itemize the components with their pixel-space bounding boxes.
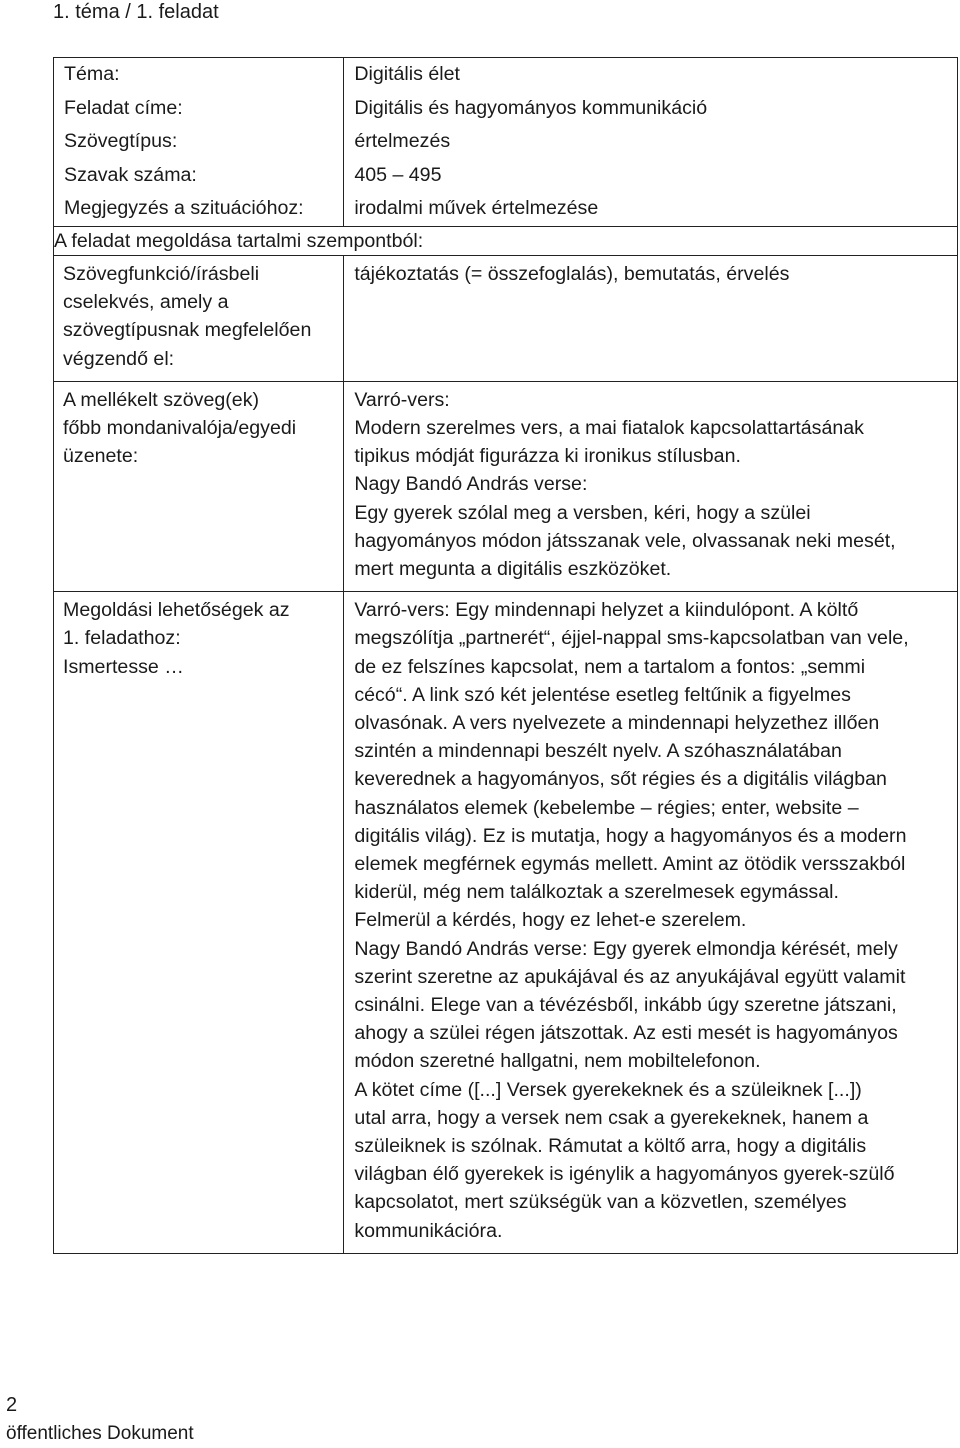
label-line: főbb mondanivalója/egyedi	[63, 416, 297, 439]
value-line: szüleiknek is szólnak. Rámutat a költő arra, hogy a digitális	[354, 1135, 867, 1158]
meta-value-topic: Digitális élet	[354, 63, 460, 85]
row-value-solutions	[344, 592, 958, 1254]
meta-label-note: Megjegyzés a szituációhoz:	[64, 197, 304, 220]
section-title: A feladat megoldása tartalmi szempontból:	[54, 226, 958, 255]
value-line: kiderül, még nem találkoztak a szerelmesek egymással.	[354, 881, 839, 904]
value-line: Egy gyerek szólal meg a versben, kéri, hogy a szülei	[354, 501, 811, 524]
document-classification: öffentliches Dokument	[6, 1423, 194, 1444]
breadcrumb: 1. téma / 1. feladat	[53, 1, 219, 23]
value-line: keverednek a hagyományos, sőt régies és a digitális világban	[354, 768, 887, 791]
meta-label-word-count: Szavak száma:	[64, 163, 197, 186]
meta-value-note: irodalmi művek értelmezése	[354, 197, 599, 220]
row-value-text-function	[344, 255, 958, 381]
label-line: végzendő el:	[63, 347, 175, 370]
value-line: tájékoztatás (= összefoglalás), bemutatás, érvelés	[354, 262, 790, 285]
value-line: csinálni. Elege van a tévézésből, inkább úgy szeretne játszani,	[354, 994, 897, 1017]
task-table	[53, 57, 958, 1254]
value-line: Nagy Bandó András verse: Egy gyerek elmondja kérését, mely	[354, 937, 898, 960]
value-line: szerint szeretne az apukájával és az anyukájával együtt valamit	[354, 965, 906, 988]
value-line: kapcsolatot, mert szükségük van a közvetlen, személyes	[354, 1191, 847, 1214]
label-line: Szövegfunkció/írásbeli	[63, 262, 260, 285]
label-line: Megoldási lehetőségek az	[63, 599, 290, 622]
row-label-solutions	[54, 592, 344, 1254]
meta-label-text-type: Szövegtípus:	[64, 130, 178, 153]
row-solutions	[54, 592, 958, 1254]
row-text-function	[54, 255, 958, 381]
value-line: mert megunta a digitális eszközöket.	[354, 558, 672, 580]
section-row	[54, 226, 958, 255]
label-line: szövegtípusnak megfelelően	[63, 319, 312, 342]
value-line: elemek megférnek egymás mellett. Amint az ötödik versszakból	[354, 853, 906, 876]
value-line: ahogy a szülei régen játszottak. Az esti mesét is hagyományos	[354, 1022, 898, 1045]
meta-label-topic: Téma:	[64, 63, 120, 85]
value-line: megszólítja „partnerét“, éjjel-nappal sms-kapcsolatban van vele,	[354, 627, 909, 650]
row-label-text-function	[54, 255, 344, 381]
value-line: kommunikációra.	[354, 1219, 503, 1242]
value-line: világban élő gyerekek is igénylik a hagyományos gyerek-szülő	[354, 1163, 895, 1186]
value-line: használatos elemek (kebelembe – régies; enter, website –	[354, 796, 859, 819]
label-line: 1. feladathoz:	[63, 627, 181, 650]
label-line: cselekvés, amely a	[63, 291, 229, 314]
meta-row	[54, 58, 958, 227]
label-line: Ismertesse …	[63, 655, 184, 678]
value-line: cécó“. A link szó két jelentése esetleg feltűnik a figyelmes	[354, 683, 851, 706]
value-line: Felmerül a kérdés, hogy ez lehet-e szerelem.	[354, 909, 747, 932]
value-line: hagyományos módon játsszanak vele, olvassanak neki mesét,	[354, 529, 896, 552]
label-line: üzenete:	[63, 445, 139, 468]
row-main-message	[54, 381, 958, 591]
meta-labels-cell	[54, 58, 344, 227]
value-line: de ez felszínes kapcsolat, nem a tartalom a fontos: „semmi	[354, 655, 866, 678]
meta-value-word-count: 405 – 495	[354, 163, 442, 186]
meta-value-text-type: értelmezés	[354, 130, 451, 153]
label-line: A mellékelt szöveg(ek)	[63, 388, 260, 411]
value-line: utal arra, hogy a versek nem csak a gyerekeknek, hanem a	[354, 1106, 869, 1129]
value-line: olvasónak. A vers nyelvezete a mindennapi helyzethez illően	[354, 712, 880, 735]
value-line: digitális világ). Ez is mutatja, hogy a hagyományos és a modern	[354, 824, 907, 847]
value-line: Nagy Bandó András verse:	[354, 473, 588, 496]
value-line: Varró-vers:	[354, 388, 450, 411]
value-line: Varró-vers: Egy mindennapi helyzet a kiindulópont. A költő	[354, 599, 859, 622]
value-line: tipikus módját figurázza ki ironikus stílusban.	[354, 445, 741, 468]
page-number: 2	[6, 1394, 18, 1416]
meta-values-cell	[344, 58, 958, 227]
value-line: Modern szerelmes vers, a mai fiatalok kapcsolattartásának	[354, 416, 864, 439]
value-line: A kötet címe ([...] Versek gyerekeknek és a szüleiknek [...])	[354, 1078, 862, 1101]
value-line: módon szeretné hallgatni, nem mobiltelefonon.	[354, 1050, 761, 1073]
row-label-main-message	[54, 381, 344, 591]
meta-value-title: Digitális és hagyományos kommunikáció	[354, 96, 708, 119]
meta-label-title: Feladat címe:	[64, 96, 183, 119]
row-value-main-message	[344, 381, 958, 591]
value-line: szintén a mindennapi beszélt nyelv. A szóhasználatában	[354, 740, 842, 763]
